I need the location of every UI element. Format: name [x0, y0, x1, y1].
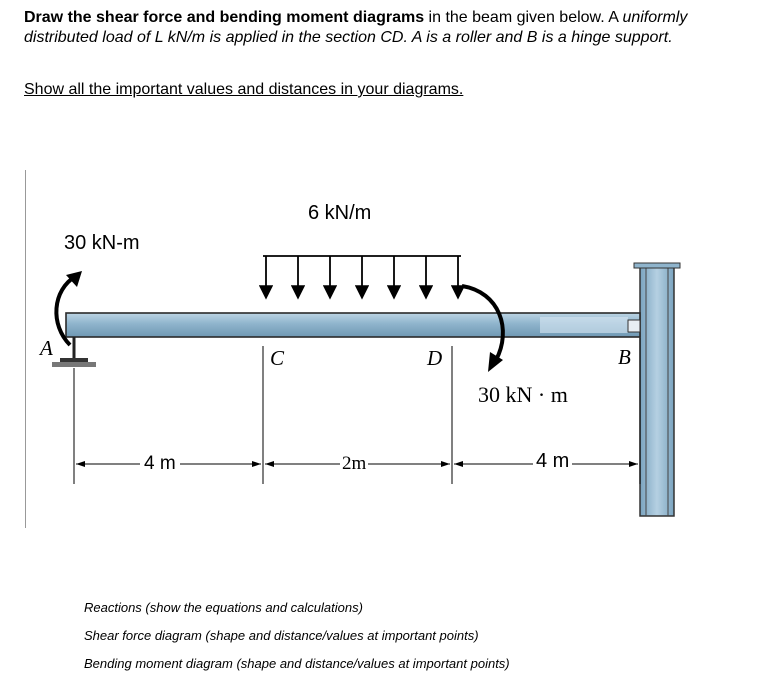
question-normal: in the beam given below. A: [424, 9, 623, 26]
point-c-label: C: [270, 346, 285, 370]
distance-cd-label: 2m: [342, 453, 367, 474]
point-b-label: B: [618, 345, 631, 369]
task-list: [84, 600, 510, 684]
moment-right-label: 30 kN · m: [478, 382, 568, 407]
point-d-label: D: [427, 346, 443, 370]
task-shear-force: Shear force diagram (shape and distance/values at important points): [84, 628, 479, 643]
question-bold: Draw the shear force and bending moment diagrams: [24, 9, 425, 26]
beam: [66, 313, 640, 337]
distance-db-label: 4 m: [533, 450, 572, 473]
distributed-load-label: 6 kN/m: [308, 202, 372, 224]
moment-left-label: 30 kN-m: [64, 232, 140, 254]
task-bending-moment: Bending moment diagram (shape and distance/values at important points): [84, 656, 510, 671]
hinge-column-b: [634, 263, 680, 516]
task-reactions: Reactions (show the equations and calculations): [84, 600, 363, 615]
question-italic: uniformly distributed load of L kN/m is applied in the section CD. A is a roller and B is a hinge support.: [24, 9, 688, 46]
roller-support-a: [52, 337, 96, 367]
instruction-text: Show all the important values and distances in your diagrams.: [24, 81, 464, 98]
distance-ac-label: 4 m: [140, 453, 180, 475]
point-a-label: A: [40, 336, 53, 360]
distributed-load-arrows: [263, 256, 461, 296]
